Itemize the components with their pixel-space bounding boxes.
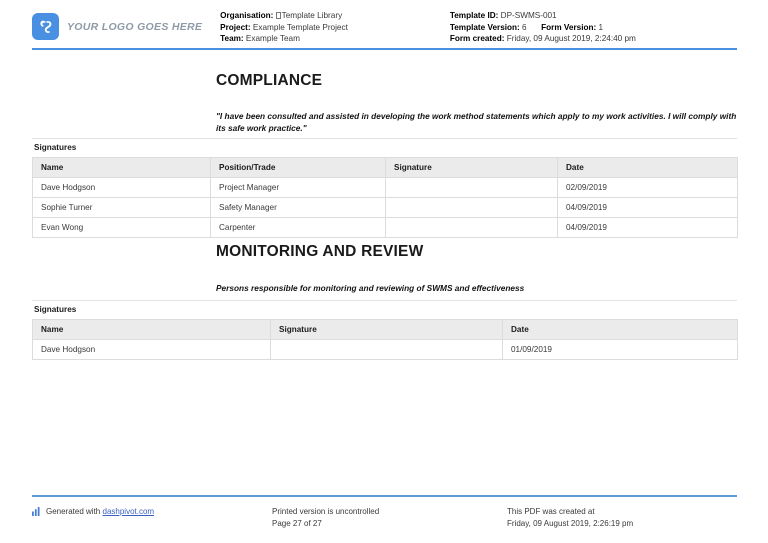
cell-position-trade: Project Manager (211, 178, 386, 198)
cell-name: Dave Hodgson (33, 340, 271, 360)
meta-team-value: Example Team (245, 34, 300, 44)
meta-form-version-label: Form Version: (541, 22, 597, 32)
meta-organisation-label: Organisation: (220, 11, 274, 20)
meta-organisation (220, 10, 450, 22)
column-header-name: Name (33, 158, 211, 178)
cell-position-trade: Carpenter (211, 218, 386, 238)
table-row (33, 340, 738, 360)
logo-placeholder-text: YOUR LOGO GOES HERE (67, 20, 203, 33)
table-header-row (33, 158, 738, 178)
column-header-signature: Signature (271, 320, 503, 340)
cell-name: Dave Hodgson (33, 178, 211, 198)
bar-chart-icon (32, 507, 41, 520)
footer-generated-prefix: Generated with (46, 507, 101, 516)
meta-project (220, 22, 450, 34)
missing-glyph-box-icon (276, 12, 281, 19)
table-header-row (33, 320, 738, 340)
meta-form-created-value: Friday, 09 August 2019, 2:24:40 pm (506, 34, 636, 44)
column-header-position-trade: Position/Trade (211, 158, 386, 178)
footer-created-label: This PDF was created at (507, 507, 595, 516)
meta-template-version-label: Template Version: (449, 22, 520, 32)
cell-signature[interactable] (386, 178, 558, 198)
meta-template-version-value: 6 (522, 22, 527, 32)
section-title-monitoring: MONITORING AND REVIEW (216, 243, 424, 260)
logo-block (32, 10, 220, 40)
table-row (33, 218, 738, 238)
meta-team (220, 33, 450, 45)
cell-signature[interactable] (271, 340, 503, 360)
header-meta-right (450, 10, 737, 45)
signatures-table-monitoring (32, 319, 738, 360)
meta-form-created-label: Form created: (449, 34, 505, 44)
column-header-date: Date (558, 158, 738, 178)
table-row (33, 178, 738, 198)
column-header-signature: Signature (386, 158, 558, 178)
signatures-block-compliance (32, 138, 737, 238)
section-title-compliance: COMPLIANCE (216, 72, 323, 89)
footer-page-number: Page 27 of 27 (272, 519, 322, 528)
footer-generated-text (46, 506, 154, 518)
cell-date: 01/09/2019 (503, 340, 738, 360)
table-row (33, 198, 738, 218)
meta-template-id (450, 10, 737, 22)
meta-team-label: Team: (220, 34, 244, 44)
footer-created-info (507, 506, 737, 530)
cell-position-trade: Safety Manager (211, 198, 386, 218)
meta-project-value: Example Template Project (252, 22, 348, 32)
signatures-label: Signatures (34, 143, 77, 152)
meta-form-version-value: 1 (598, 22, 604, 32)
meta-organisation-value: Template Library (281, 11, 343, 20)
meta-versions (450, 22, 737, 34)
column-header-date: Date (503, 320, 738, 340)
signatures-block-monitoring (32, 300, 737, 360)
column-header-name: Name (33, 320, 271, 340)
dashpivot-logo-icon (32, 13, 59, 40)
footer-created-timestamp: Friday, 09 August 2019, 2:26:19 pm (507, 519, 634, 528)
meta-template-id-value: DP-SWMS-001 (500, 11, 557, 20)
cell-date: 04/09/2019 (558, 218, 738, 238)
header-meta-left (220, 10, 450, 45)
cell-name: Sophie Turner (33, 198, 211, 218)
meta-project-label: Project: (220, 22, 251, 32)
signatures-table-compliance (32, 157, 738, 238)
footer-generated-by (32, 506, 272, 530)
cell-name: Evan Wong (33, 218, 211, 238)
dashpivot-link[interactable]: dashpivot.com (102, 507, 155, 516)
cell-signature[interactable] (386, 198, 558, 218)
footer-printed-line: Printed version is uncontrolled (272, 507, 380, 516)
cell-signature[interactable] (386, 218, 558, 238)
cell-date: 02/09/2019 (558, 178, 738, 198)
section-subtitle-monitoring: Persons responsible for monitoring and reviewing of SWMS and effectiveness (216, 283, 525, 293)
meta-template-id-label: Template ID: (449, 11, 499, 20)
signatures-label: Signatures (34, 305, 77, 314)
footer-divider (32, 495, 737, 497)
cell-date: 04/09/2019 (558, 198, 738, 218)
document-header (32, 10, 737, 48)
meta-form-created (450, 33, 737, 45)
section-subtitle-compliance: "I have been consulted and assisted in developing the work method statements which apply to my work activities. I will comply with its safe work practice." (216, 111, 737, 133)
document-footer (32, 506, 737, 530)
header-divider (32, 48, 737, 50)
footer-print-info (272, 506, 507, 530)
